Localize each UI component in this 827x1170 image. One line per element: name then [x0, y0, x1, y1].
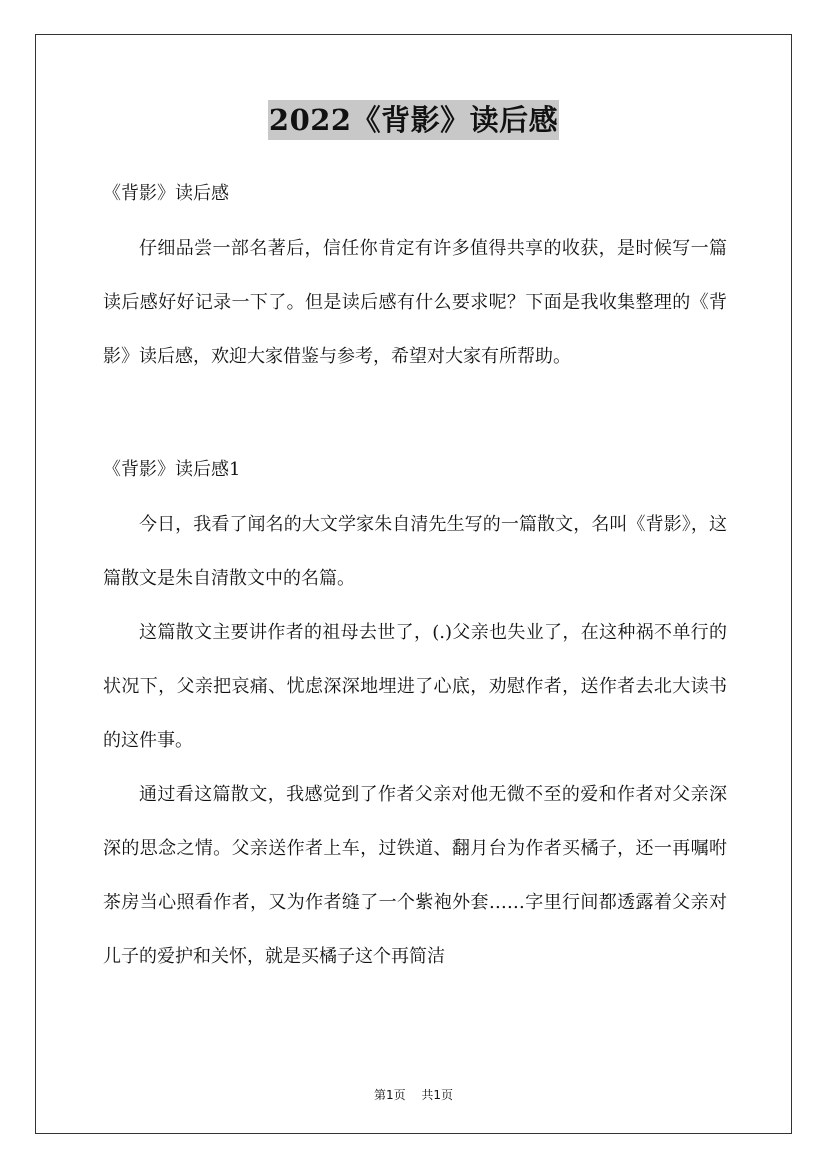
page-footer	[0, 1086, 827, 1103]
page-total: 共1页	[421, 1088, 454, 1102]
body-paragraph-2: 这篇散文主要讲作者的祖母去世了，(.)父亲也失业了，在这种祸不单行的状况下，父亲把哀痛、忧虑深深地埋进了心底，劝慰作者，送作者去北大读书的这件事。	[103, 622, 727, 751]
page-number: 第1页	[373, 1088, 406, 1102]
title-container	[0, 100, 827, 140]
section-heading: 《背影》读后感1	[103, 459, 241, 480]
document-body	[103, 176, 727, 984]
document-title: 2022《背影》读后感	[268, 100, 559, 140]
intro-heading: 《背影》读后感	[103, 183, 229, 204]
body-paragraph-3: 通过看这篇散文，我感觉到了作者父亲对他无微不至的爱和作者对父亲深深的思念之情。父亲送作者上车，过铁道、翻月台为作者买橘子，还一再嘱咐茶房当心照看作者，又为作者缝了一个紫袍外套……字里行间都透露着父亲对儿子的爱护和关怀，就是买橘子这个再简洁	[103, 784, 727, 967]
body-paragraph-1: 今日，我看了闻名的大文学家朱自清先生写的一篇散文，名叫《背影》，这篇散文是朱自清散文中的名篇。	[103, 514, 727, 589]
intro-paragraph: 仔细品尝一部名著后，信任你肯定有许多值得共享的收获，是时候写一篇读后感好好记录一下了。但是读后感有什么要求呢？下面是我收集整理的《背影》读后感，欢迎大家借鉴与参考，希望对大家有所帮助。	[103, 238, 727, 367]
section-spacer	[103, 384, 727, 452]
